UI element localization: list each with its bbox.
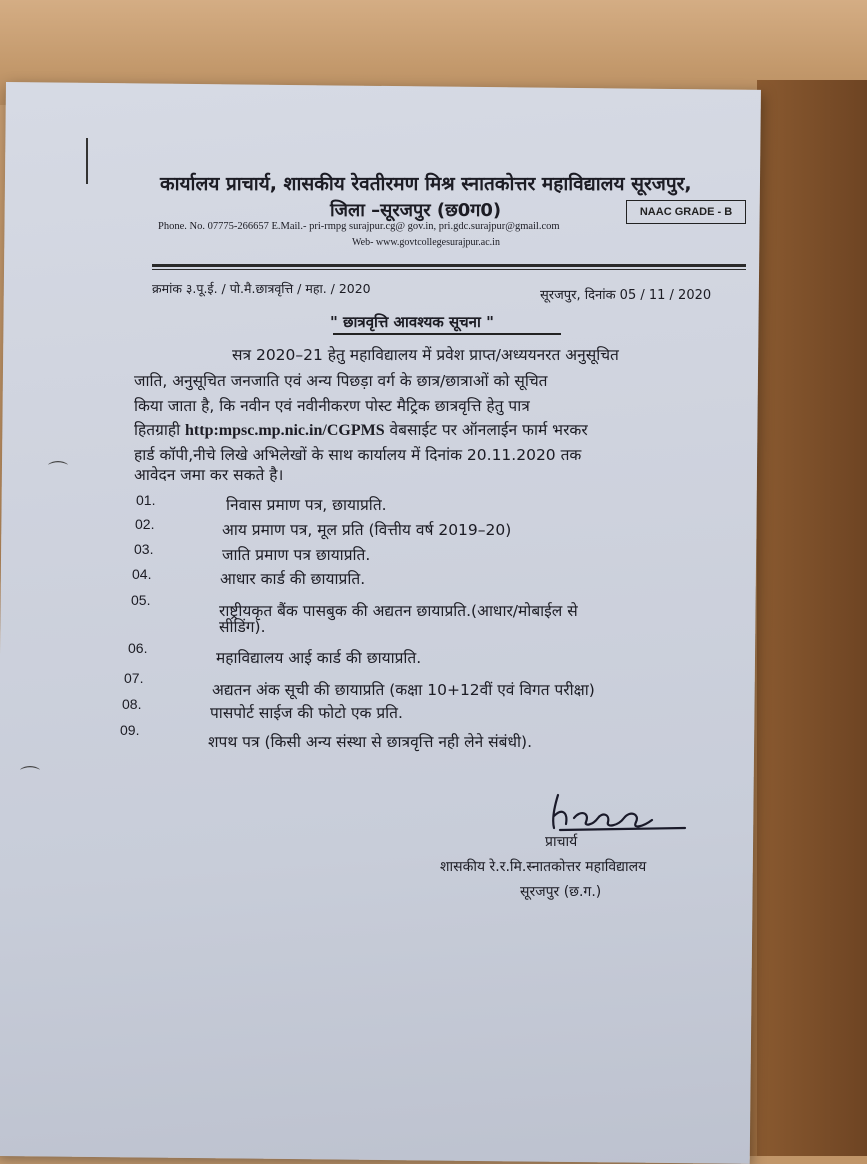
signatory-institution: शासकीय रे.र.मि.स्नातकोत्तर महाविद्यालय xyxy=(440,859,647,875)
header-rule-thick xyxy=(152,264,746,267)
paper-mark: ⌒ xyxy=(48,459,68,483)
list-item: आधार कार्ड की छायाप्रति. xyxy=(220,570,366,588)
list-item: अद्यतन अंक सूची की छायाप्रति (कक्षा 10+12वीं एवं विगत परीक्षा) xyxy=(212,681,595,699)
office-header-line2: जिला –सूरजपुर (छ0ग0) xyxy=(330,200,502,221)
list-item: आय प्रमाण पत्र, मूल प्रति (वित्तीय वर्ष 2019–20) xyxy=(222,521,512,539)
pen-margin-mark xyxy=(86,138,88,184)
subject-underline xyxy=(333,333,561,335)
notice-date: सूरजपुर, दिनांक 05 / 11 / 2020 xyxy=(540,288,712,303)
list-item: पासपोर्ट साईज की फोटो एक प्रति. xyxy=(210,704,403,722)
list-number: 01. xyxy=(136,492,156,508)
list-item: निवास प्रमाण पत्र, छायाप्रति. xyxy=(226,496,387,514)
body-line-5: हार्ड कॉपी,नीचे लिखे अभिलेखों के साथ कार्यालय में दिनांक 20.11.2020 तक xyxy=(134,446,582,464)
portal-url: http:mpsc.mp.nic.in/CGPMS xyxy=(185,422,385,439)
body-line-1: सत्र 2020–21 हेतु महाविद्यालय में प्रवेश प्राप्त/अध्ययनरत अनुसूचित xyxy=(232,346,619,364)
body-line-4 xyxy=(134,418,588,440)
office-header-line1: कार्यालय प्राचार्य, शासकीय रेवतीरमण मिश्र स्नातकोत्तर महाविद्यालय सूरजपुर, xyxy=(160,173,692,195)
list-number: 07. xyxy=(124,670,144,686)
contact-details: Phone. No. 07775-266657 E.Mail.- pri-rmpg surajpur.cg@ gov.in, pri.gdc.surajpur@gmail.com xyxy=(158,221,560,232)
reference-number: क्रमांक ३.पू.ई. / पो.मै.छात्रवृत्ति / महा. / 2020 xyxy=(152,281,371,296)
body-line-6: आवेदन जमा कर सकते है। xyxy=(134,466,284,484)
wooden-table-edge xyxy=(757,80,867,1156)
list-number: 08. xyxy=(122,696,142,712)
notice-subject: " छात्रवृत्ति आवश्यक सूचना " xyxy=(330,313,494,331)
list-item: जाति प्रमाण पत्र छायाप्रति. xyxy=(222,546,371,564)
list-item: शपथ पत्र (किसी अन्य संस्था से छात्रवृत्ति नही लेने संबंधी). xyxy=(208,733,532,751)
list-number: 02. xyxy=(135,516,155,532)
body-line-3: किया जाता है, कि नवीन एवं नवीनीकरण पोस्ट मैट्रिक छात्रवृत्ति हेतु पात्र xyxy=(134,397,530,415)
list-item: महाविद्यालय आई कार्ड की छायाप्रति. xyxy=(216,649,422,667)
list-number: 09. xyxy=(120,722,140,738)
signatory-place: सूरजपुर (छ.ग.) xyxy=(520,884,602,900)
website-line: Web- www.govtcollegesurajpur.ac.in xyxy=(352,237,500,248)
handwritten-signature xyxy=(540,790,700,835)
list-number: 06. xyxy=(128,640,148,656)
list-number: 04. xyxy=(132,566,152,582)
list-number: 05. xyxy=(131,592,151,608)
naac-grade-badge: NAAC GRADE - B xyxy=(626,200,746,224)
paper-mark: ⌒ xyxy=(20,764,40,788)
body-line-2: जाति, अनुसूचित जनजाति एवं अन्य पिछड़ा वर्ग के छात्र/छात्राओं को सूचित xyxy=(134,372,548,390)
body-line-4-prefix: हितग्राही xyxy=(134,421,186,439)
list-item-continuation: सीडिंग). xyxy=(219,618,266,636)
signatory-title: प्राचार्य xyxy=(545,834,578,850)
header-rule-thin xyxy=(152,269,746,270)
body-line-4-suffix: वेबसाईट पर ऑनलाईन फार्म भरकर xyxy=(384,421,588,439)
list-number: 03. xyxy=(134,541,154,557)
list-item: राष्ट्रीयकृत बैंक पासबुक की अद्यतन छायाप्रति.(आधार/मोबाईल से xyxy=(219,602,578,620)
